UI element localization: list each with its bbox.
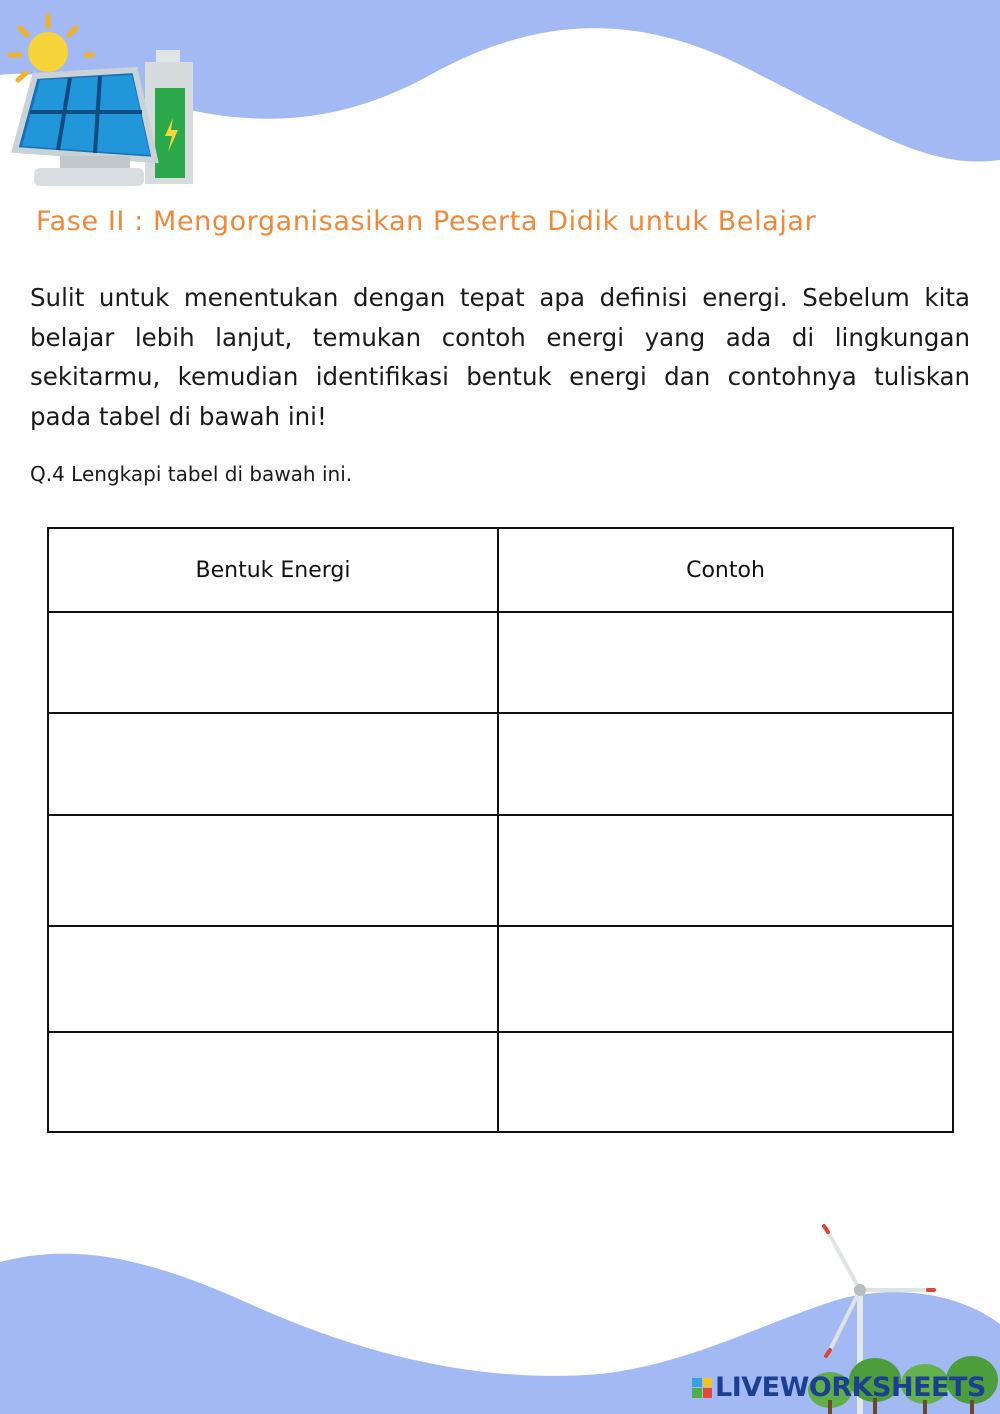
table-row xyxy=(48,713,953,815)
intro-paragraph: Sulit untuk menentukan dengan tepat apa definisi energi. Sebelum kita belajar lebih lanjut, temukan contoh energi yang ada di lingkungan sekitarmu, kemudian identifikasi bentuk energi dan contohnya tuliskan pada tabel di bawah ini! xyxy=(30,283,970,431)
question-label: Q.4 Lengkapi tabel di bawah ini. xyxy=(30,462,353,486)
liveworksheets-logo[interactable] xyxy=(692,1372,986,1403)
column-header-bentuk-energi: Bentuk Energi xyxy=(48,528,498,612)
answer-cell-contoh-1[interactable] xyxy=(498,612,953,713)
table-row xyxy=(48,926,953,1032)
table-row xyxy=(48,815,953,926)
answer-cell-bentuk-energi-3[interactable] xyxy=(48,815,498,926)
table-header-row xyxy=(48,528,953,612)
answer-cell-bentuk-energi-1[interactable] xyxy=(48,612,498,713)
liveworksheets-mark-icon xyxy=(692,1378,712,1398)
page-title: Fase II : Mengorganisasikan Peserta Didik untuk Belajar xyxy=(36,206,817,237)
answer-cell-contoh-4[interactable] xyxy=(498,926,953,1032)
table-row xyxy=(48,612,953,713)
energy-table xyxy=(47,527,954,1133)
answer-cell-bentuk-energi-5[interactable] xyxy=(48,1032,498,1132)
battery-icon xyxy=(145,50,193,184)
column-header-contoh: Contoh xyxy=(498,528,953,612)
solar-energy-illustration xyxy=(0,0,210,195)
answer-cell-contoh-5[interactable] xyxy=(498,1032,953,1132)
answer-cell-contoh-3[interactable] xyxy=(498,815,953,926)
table-row xyxy=(48,1032,953,1132)
answer-cell-contoh-2[interactable] xyxy=(498,713,953,815)
liveworksheets-logo-text: LIVEWORKSHEETS xyxy=(715,1372,986,1403)
solar-panel-icon xyxy=(15,70,155,186)
answer-cell-bentuk-energi-4[interactable] xyxy=(48,926,498,1032)
answer-cell-bentuk-energi-2[interactable] xyxy=(48,713,498,815)
